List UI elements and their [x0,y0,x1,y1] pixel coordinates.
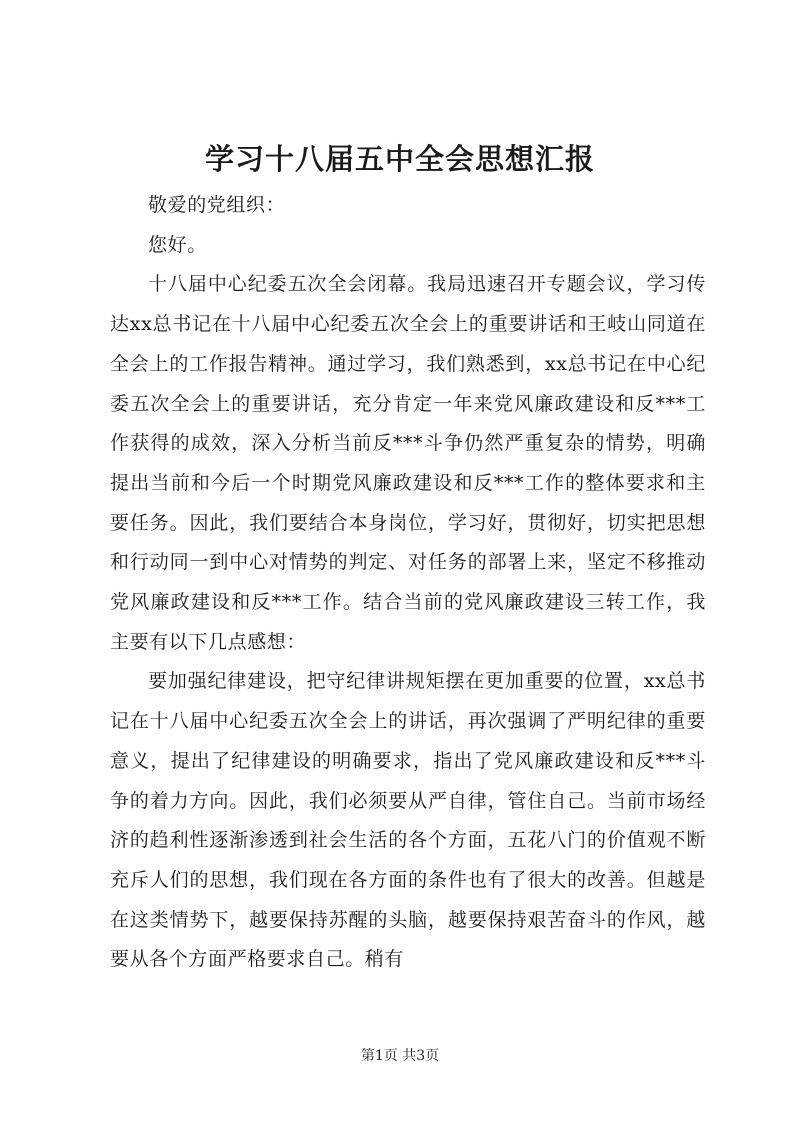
page-number-footer: 第1页 共3页 [360,1048,440,1064]
body-paragraph: 要加强纪律建设，把守纪律讲规矩摆在更加重要的位置，xx总书记在十八届中心纪委五次全会上的讲话，再次强调了严明纪律的重要意义，提出了纪律建设的明确要求，指出了党风廉政建设和反***斗争的着力方向。因此，我们必须要从严自律，管住自己。当前市场经济的趋利性逐渐渗透到社会生活的各个方面，五花八门的价值观不断充斥人们的思想，我们现在各方面的条件也有了很大的改善。但越是在这类情势下，越要保持苏醒的头脑，越要保持艰苦奋斗的作风，越要从各个方面严格要求自己。稍有 [110,670,706,971]
greeting: 您好。 [148,233,207,256]
body-paragraph: 十八届中心纪委五次全会闭幕。我局迅速召开专题会议，学习传达xx总书记在十八届中心纪委五次全会上的重要讲话和王岐山同道在全会上的工作报告精神。通过学习，我们熟悉到，xx总书记在中心纪委五次全会上的重要讲话，充分肯定一年来党风廉政建设和反***工作获得的成效，深入分析当前反***斗争仍然严重复杂的情势，明确提出当前和今后一个时期党风廉政建设和反***工作的整体要求和主要任务。因此，我们要结合本身岗位，学习好，贯彻好，切实把思想和行动同一到中心对情势的判定、对任务的部署上来，坚定不移推动党风廉政建设和反***工作。结合当前的党风廉政建设三转工作，我主要有以下几点感想： [110,273,706,653]
document-title: 学习十八届五中全会思想汇报 [204,142,595,176]
document-body [110,186,706,980]
salutation: 敬爱的党组织： [148,194,286,216]
